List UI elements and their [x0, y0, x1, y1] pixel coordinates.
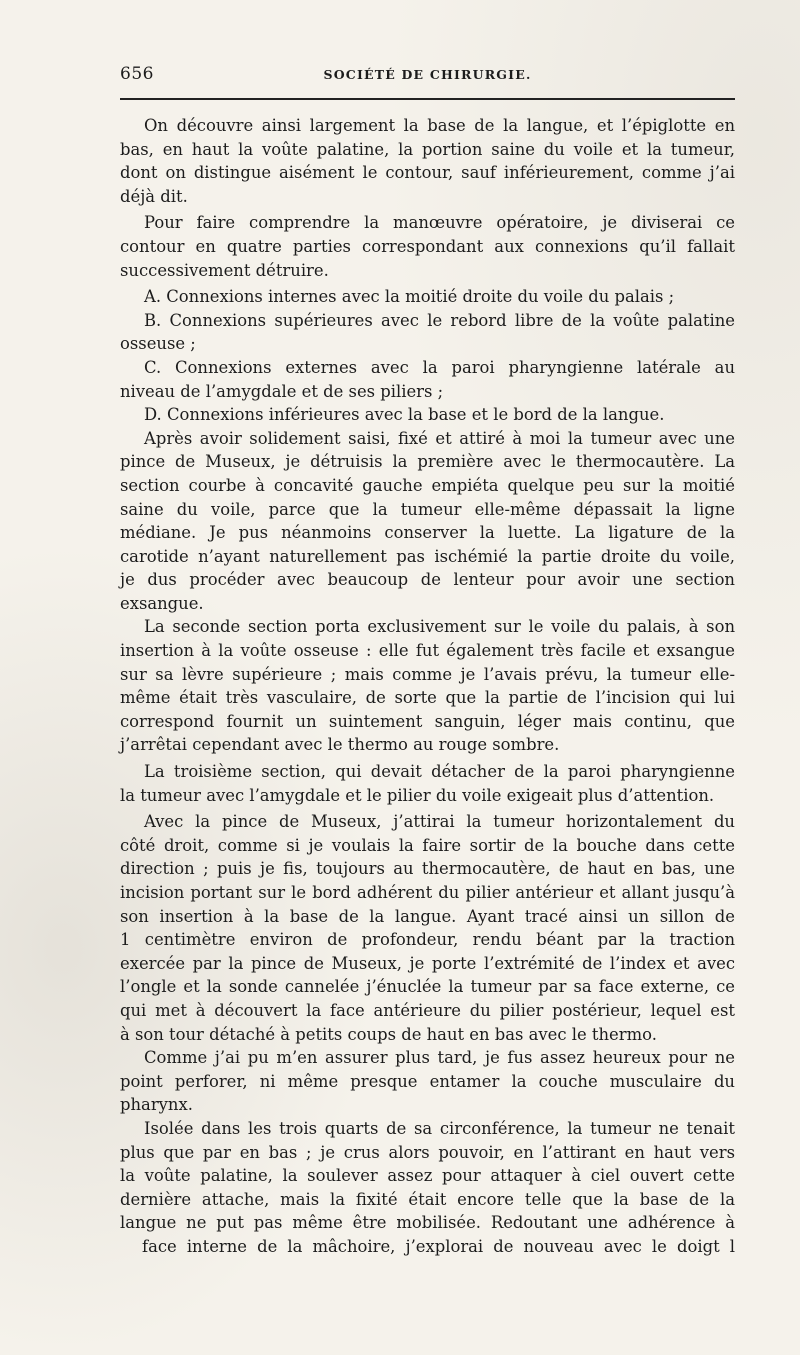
text-line: exsangue. — [120, 593, 204, 613]
text-line: On découvre ainsi largement la base de la langue, et l’épiglotte en — [144, 116, 735, 135]
text-line: La seconde section porta exclusivement sur le voile du palais, à son — [144, 617, 735, 637]
text-line: Avec la pince de Museux, j’attirai la tumeur horizontalement du — [144, 812, 735, 832]
text-line: point perforer, ni même presque entamer la couche musculaire du — [120, 1071, 735, 1091]
text-line: qui met à découvert la face antérieure du pilier postérieur, lequel est — [120, 1000, 735, 1020]
text-line: face interne de la mâchoire, j’explorai de nouveau avec le doigt l — [142, 1236, 735, 1256]
text-line: La troisième section, qui devait détacher de la paroi pharyngienne — [144, 762, 735, 782]
text-line: plus que par en bas ; je crus alors pouvoir, en l’attirant en haut vers — [120, 1142, 735, 1162]
text-line: même était très vasculaire, de sorte que la partie de l’incision qui lui — [120, 688, 735, 708]
text-line: la voûte palatine, la soulever assez pour attaquer à ciel ouvert cette — [120, 1166, 735, 1186]
text-line: pharynx. — [120, 1095, 193, 1115]
text-body — [120, 114, 735, 1259]
text-line: exercée par la pince de Museux, je porte l’extrémité de l’index et avec — [120, 953, 735, 973]
text-line: Après avoir solidement saisi, fixé et attiré à moi la tumeur avec une — [144, 428, 735, 448]
text-line: A. Connexions internes avec la moitié droite du voile du palais ; — [144, 287, 675, 307]
text-line: correspond fournit un suintement sanguin, léger mais continu, que — [120, 711, 735, 731]
text-line: niveau de l’amygdale et de ses piliers ; — [120, 381, 444, 401]
text-line: Comme j’ai pu m’en assurer plus tard, je fus assez heureux pour ne — [144, 1048, 735, 1068]
text-line: 1 centimètre environ de profondeur, rendu béant par la traction — [120, 930, 735, 950]
text-line: son insertion à la base de la langue. Ayant tracé ainsi un sillon de — [120, 906, 735, 926]
page-number: 656 — [120, 64, 154, 84]
running-title: SOCIÉTÉ DE CHIRURGIE. — [323, 67, 532, 82]
text-line: côté droit, comme si je voulais la faire sortir de la bouche dans cette — [120, 835, 735, 855]
text-line: j’arrêtai cependant avec le thermo au rouge sombre. — [120, 735, 560, 755]
text-line: C. Connexions externes avec la paroi pharyngienne latérale au — [144, 357, 735, 377]
text-line: la tumeur avec l’amygdale et le pilier du voile exigeait plus d’attention. — [120, 785, 715, 805]
text-line: successivement détruire. — [120, 260, 329, 280]
text-line: dont on distingue aisément le contour, sauf inférieurement, comme j’ai — [120, 163, 735, 183]
text-line: saine du voile, parce que la tumeur elle-même dépassait la ligne — [120, 499, 735, 519]
text-line: osseuse ; — [120, 334, 196, 354]
text-line: sur sa lèvre supérieure ; mais comme je l’avais prévu, la tumeur elle- — [120, 664, 735, 684]
text-line: pince de Museux, je détruisis la première avec le thermocautère. La — [120, 452, 735, 472]
text-line: déjà dit. — [120, 186, 188, 206]
text-line: section courbe à concavité gauche empiéta quelque peu sur la moitié — [120, 475, 735, 495]
text-line: contour en quatre parties correspondant aux connexions qu’il fallait — [120, 236, 735, 256]
text-line: carotide n’ayant naturellement pas ischémié la partie droite du voile, — [120, 546, 735, 566]
text-line: dernière attache, mais la fixité était encore telle que la base de la — [120, 1189, 735, 1209]
text-line: D. Connexions inférieures avec la base et le bord de la langue. — [144, 405, 665, 425]
text-line: bas, en haut la voûte palatine, la portion saine du voile et la tumeur, — [120, 139, 735, 159]
text-line: à son tour détaché à petits coups de haut en bas avec le thermo. — [120, 1024, 657, 1044]
text-line: B. Connexions supérieures avec le rebord libre de la voûte palatine — [144, 310, 735, 330]
header-rule — [120, 98, 735, 100]
running-head — [120, 64, 735, 88]
text-line: direction ; puis je fis, toujours au thermocautère, de haut en bas, une — [120, 859, 735, 879]
text-line: insertion à la voûte osseuse : elle fut également très facile et exsangue — [120, 641, 735, 661]
text-line: Pour faire comprendre la manœuvre opératoire, je diviserai ce — [144, 213, 735, 233]
text-line: médiane. Je pus néanmoins conserver la luette. La ligature de la — [120, 523, 735, 543]
text-line: langue ne put pas même être mobilisée. Redoutant une adhérence à — [120, 1213, 735, 1233]
text-line: l’ongle et la sonde cannelée j’énuclée la tumeur par sa face externe, ce — [120, 977, 735, 997]
text-line: je dus procéder avec beaucoup de lenteur pour avoir une section — [120, 570, 735, 590]
text-line: incision portant sur le bord adhérent du pilier antérieur et allant jusqu’à — [120, 883, 735, 902]
text-line: Isolée dans les trois quarts de sa circonférence, la tumeur ne tenait — [144, 1118, 735, 1138]
